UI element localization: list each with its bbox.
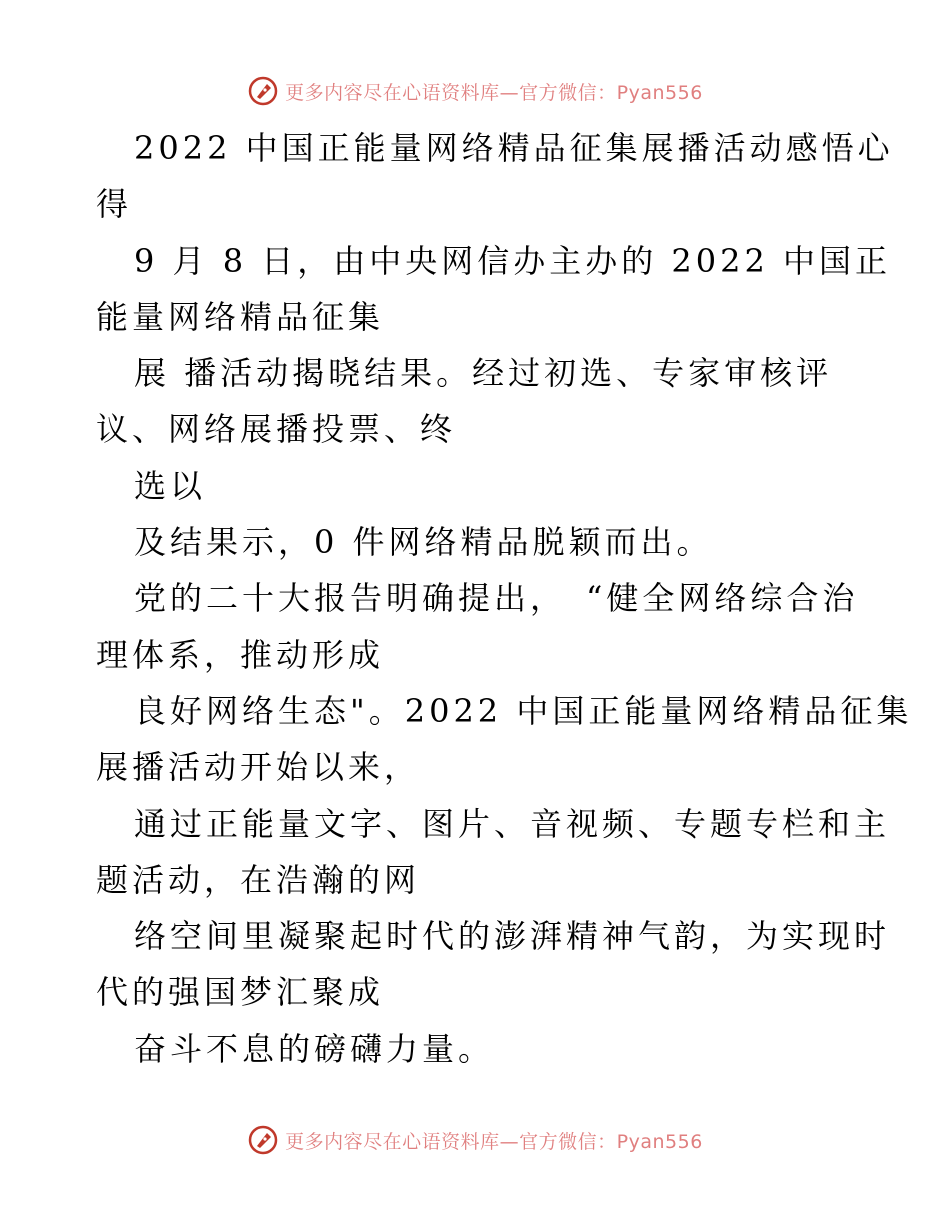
paragraph-line: 展 播活动揭晓结果。经过初选、专家审核评 bbox=[134, 354, 833, 393]
paragraph-line: 选以 bbox=[134, 466, 207, 505]
paragraph-line: 及结果示，0 件网络精品脱颖而出。 bbox=[134, 523, 713, 562]
paragraph-line: 通过正能量文字、图片、音视频、专题专栏和主 bbox=[134, 804, 891, 843]
title-line-1: 2022 中国正能量网络精品征集展播活动感悟心 bbox=[134, 129, 894, 167]
paragraph-line: 题活动，在浩瀚的网 bbox=[96, 860, 421, 899]
paragraph-line: 理体系，推动形成 bbox=[96, 635, 385, 674]
paragraph-line: 奋斗不息的磅礴力量。 bbox=[134, 1029, 495, 1068]
paragraph-line: 能量网络精品征集 bbox=[96, 297, 385, 336]
watermark-text: 更多内容尽在心语资料库—官方微信：Pyan556 bbox=[285, 81, 703, 104]
paragraph-line: 展播活动开始以来， bbox=[96, 748, 421, 787]
title-line-2: 得 bbox=[96, 185, 133, 224]
watermark-text: 更多内容尽在心语资料库—官方微信：Pyan556 bbox=[285, 1130, 703, 1153]
paragraph-line: 9 月 8 日，由中央网信办主办的 2022 中国正 bbox=[134, 241, 892, 280]
footer-watermark bbox=[0, 1123, 950, 1157]
paragraph-line: 党的二十大报告明确提出， “健全网络综合治 bbox=[134, 579, 859, 618]
header-watermark bbox=[0, 74, 950, 108]
paragraph-line: 良好网络生态"。2022 中国正能量网络精品征集 bbox=[134, 691, 913, 730]
document-body bbox=[96, 120, 913, 1077]
pen-nib-circle-logo-icon bbox=[247, 1124, 279, 1156]
pen-nib-circle-logo-icon bbox=[247, 75, 279, 107]
paragraph-line: 议、网络展播投票、终 bbox=[96, 410, 457, 449]
paragraph-line: 代的强国梦汇聚成 bbox=[96, 973, 385, 1012]
paragraph-line: 络空间里凝聚起时代的澎湃精神气韵，为实现时 bbox=[134, 917, 891, 956]
